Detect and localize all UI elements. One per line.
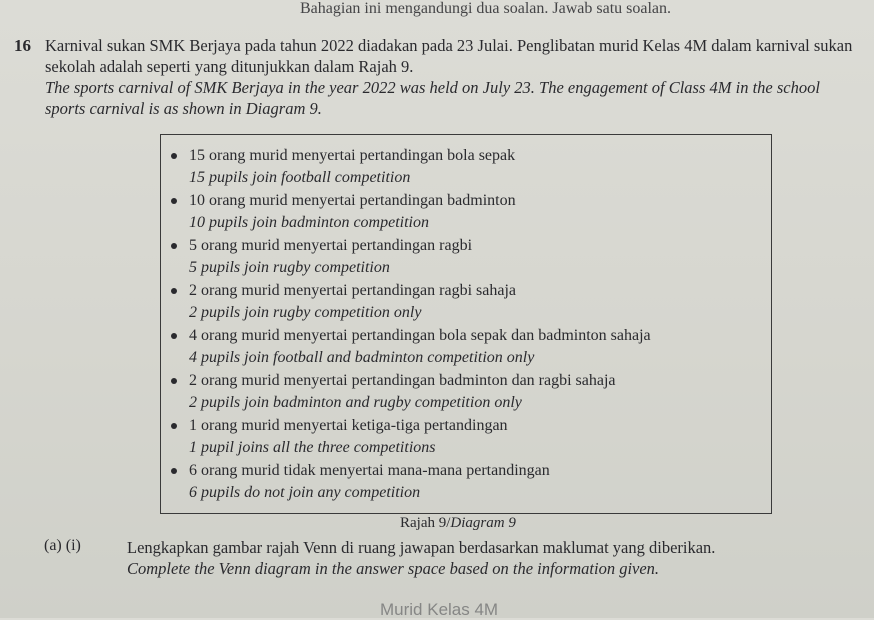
part-a-text — [127, 537, 847, 579]
list-item-malay: 15 orang murid menyertai pertandingan bola sepak — [189, 147, 516, 164]
list-item-english: 4 pupils join football and badminton competition only — [189, 349, 535, 366]
question-text-malay: Karnival sukan SMK Berjaya pada tahun 2022 diadakan pada 23 Julai. Penglibatan murid Kelas 4M dalam karnival sukan sekolah adalah seperti yang ditunjukkan dalam Rajah 9. — [45, 36, 853, 76]
section-instruction: Bahagian ini mengandungi dua soalan. Jawab satu soalan. — [300, 0, 672, 17]
question-stem — [45, 35, 855, 119]
list-item-malay: 10 orang murid menyertai pertandingan badminton — [189, 192, 516, 209]
list-item-malay: 1 orang murid menyertai ketiga-tiga pertandingan — [189, 417, 508, 434]
diagram-9-list — [171, 145, 651, 505]
list-item-english: 6 pupils do not join any competition — [189, 484, 421, 501]
list-item-english: 15 pupils join football competition — [189, 169, 411, 186]
diagram-caption — [400, 515, 516, 532]
list-item — [171, 460, 651, 505]
list-item-english: 1 pupil joins all the three competitions — [189, 439, 436, 456]
list-item — [171, 415, 651, 460]
list-item-malay: 5 orang murid menyertai pertandingan ragbi — [189, 237, 473, 254]
list-item-english: 2 pupils join badminton and rugby competition only — [189, 394, 522, 411]
list-item — [171, 280, 651, 325]
list-item-english: 2 pupils join rugby competition only — [189, 304, 422, 321]
list-item-malay: 2 orang murid menyertai pertandingan badminton dan ragbi sahaja — [189, 372, 616, 389]
caption-english: Diagram 9 — [450, 515, 516, 531]
part-a-english: Complete the Venn diagram in the answer space based on the information given. — [127, 559, 660, 578]
list-item-english: 10 pupils join badminton competition — [189, 214, 429, 231]
list-item — [171, 370, 651, 415]
list-item-malay: 6 orang murid tidak menyertai mana-mana pertandingan — [189, 462, 550, 479]
list-item — [171, 325, 651, 370]
part-label: (a) (i) — [44, 537, 81, 554]
list-item — [171, 190, 651, 235]
list-item — [171, 145, 651, 190]
list-item-malay: 2 orang murid menyertai pertandingan ragbi sahaja — [189, 282, 516, 299]
part-a-malay: Lengkapkan gambar rajah Venn di ruang jawapan berdasarkan maklumat yang diberikan. — [127, 538, 716, 557]
list-item — [171, 235, 651, 280]
question-text-english: The sports carnival of SMK Berjaya in the year 2022 was held on July 23. The engagement of Class 4M in the school sports carnival is as shown in Diagram 9. — [45, 78, 820, 118]
caption-malay: Rajah 9/ — [400, 515, 451, 531]
answer-space-label: Murid Kelas 4M — [380, 600, 499, 619]
list-item-english: 5 pupils join rugby competition — [189, 259, 390, 276]
list-item-malay: 4 orang murid menyertai pertandingan bola sepak dan badminton sahaja — [189, 327, 651, 344]
question-number: 16 — [14, 36, 31, 55]
